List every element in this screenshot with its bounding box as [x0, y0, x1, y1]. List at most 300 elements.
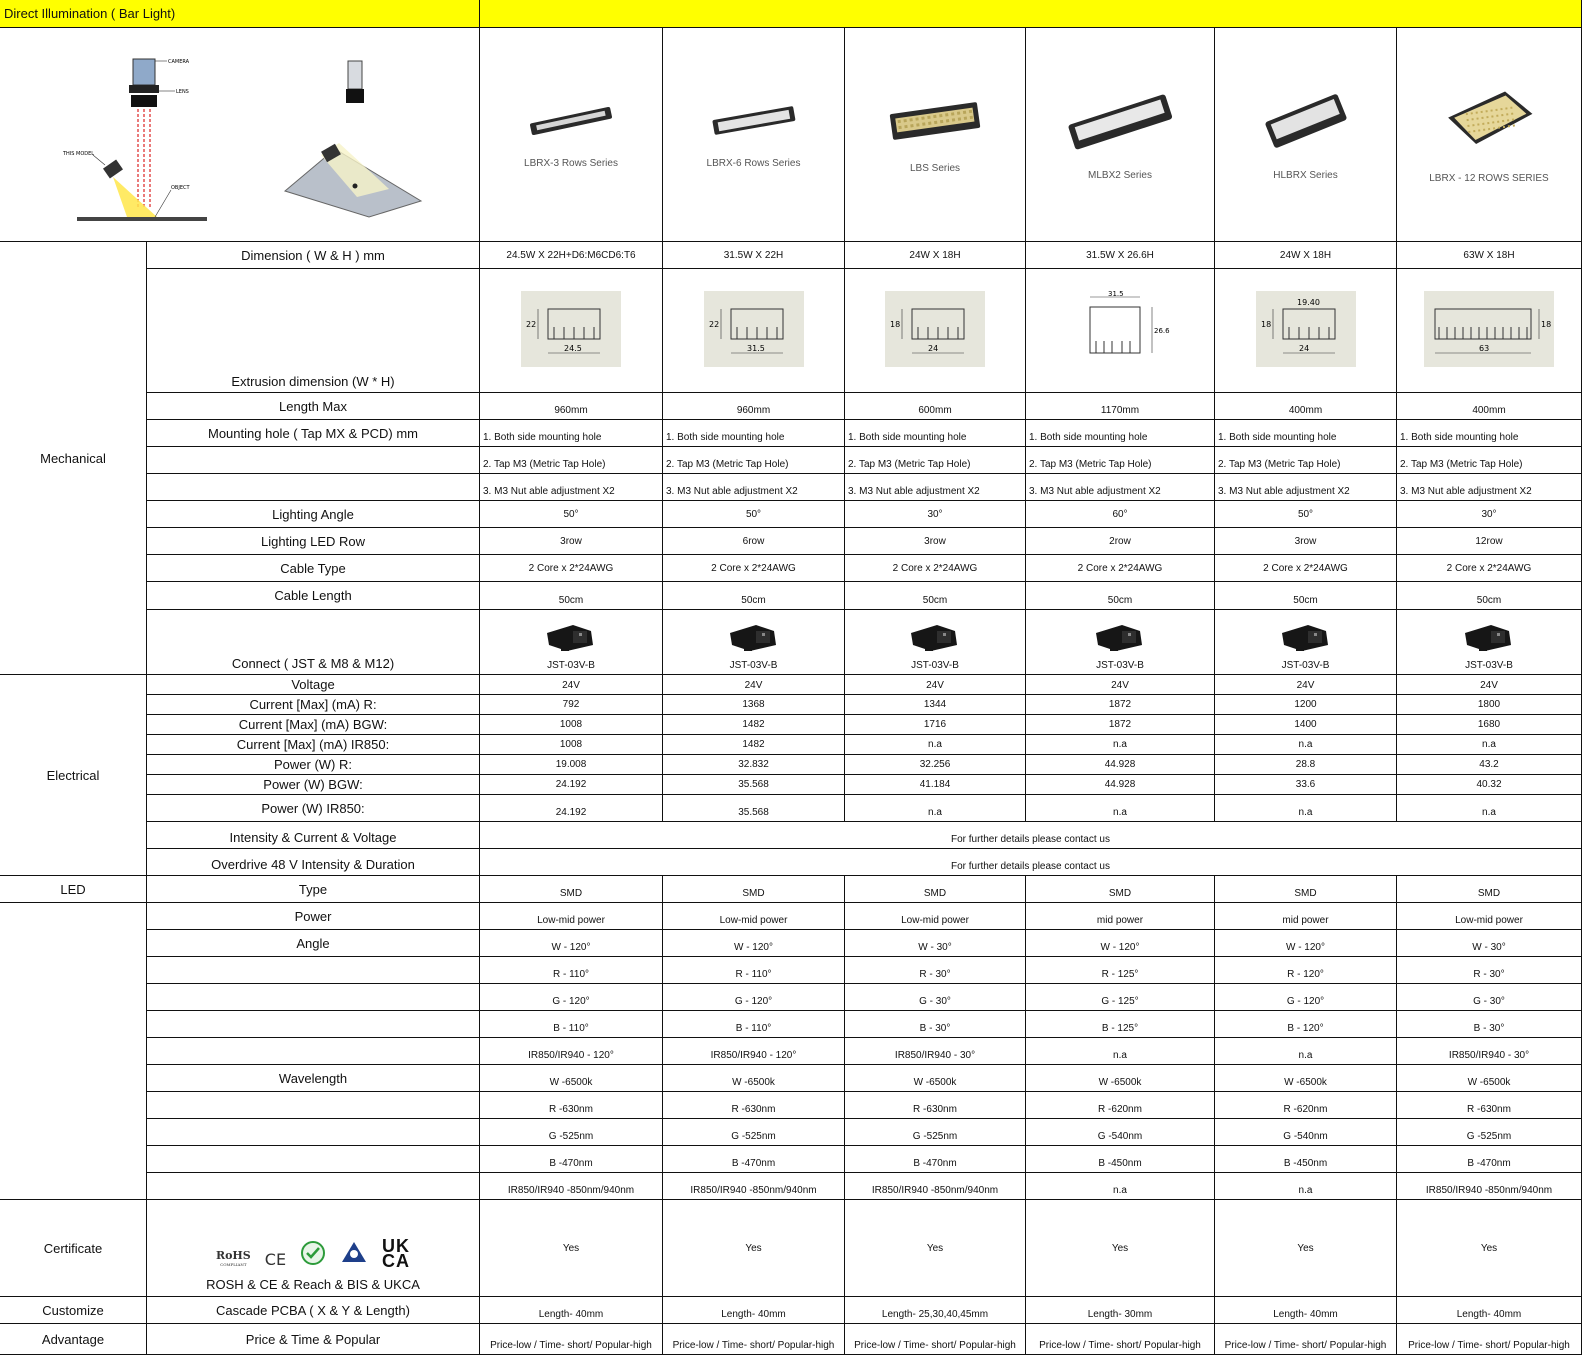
value-cur_r: 1344: [845, 695, 1026, 715]
label-angle: Angle: [147, 930, 480, 957]
value-mount3: 3. M3 Nut able adjustment X2: [1397, 474, 1582, 501]
group-electrical: Electrical: [0, 675, 147, 876]
value-type: SMD: [1397, 876, 1582, 903]
label-blank: [147, 1146, 480, 1173]
value-angle_ir: IR850/IR940 - 120°: [480, 1038, 663, 1065]
label-pow_r: Power (W) R:: [147, 755, 480, 775]
product-name: LBRX-3 Rows Series: [524, 157, 618, 169]
value-pow_ir: 24.192: [480, 795, 663, 822]
value-pow_r: 32.832: [663, 755, 845, 775]
value-angle_r: R - 110°: [480, 957, 663, 984]
value-pow_ir: 35.568: [663, 795, 845, 822]
label-overdrive: Overdrive 48 V Intensity & Duration: [147, 849, 480, 876]
value-wl_b: B -470nm: [480, 1146, 663, 1173]
label-led_row: Lighting LED Row: [147, 528, 480, 555]
value-mount1: 1. Both side mounting hole: [1026, 420, 1215, 447]
value-mount3: 3. M3 Nut able adjustment X2: [663, 474, 845, 501]
value-power: Low-mid power: [663, 903, 845, 930]
label-blank: [147, 1119, 480, 1146]
label-cur_ir: Current [Max] (mA) IR850:: [147, 735, 480, 755]
product-photo-icon: [1065, 89, 1175, 170]
label-blank: [147, 984, 480, 1011]
value-mount3: 3. M3 Nut able adjustment X2: [480, 474, 663, 501]
value-cable_length: 50cm: [480, 582, 663, 610]
value-cur_ir: n.a: [1397, 735, 1582, 755]
extrusion-cell: [480, 269, 663, 393]
value-cert: Yes: [480, 1200, 663, 1297]
value-lighting_angle: 60°: [1026, 501, 1215, 528]
product-name: LBS Series: [909, 162, 961, 174]
value-wl_ir: IR850/IR940 -850nm/940nm: [663, 1173, 845, 1200]
value-pow_ir: n.a: [845, 795, 1026, 822]
connector-cell: [845, 610, 1026, 675]
jst-connector-icon: [726, 621, 782, 660]
value-mount1: 1. Both side mounting hole: [1397, 420, 1582, 447]
value-cable_type: 2 Core x 2*24AWG: [1026, 555, 1215, 582]
value-angle_w: W - 30°: [845, 930, 1026, 957]
extrusion-height: 22: [526, 320, 537, 329]
value-angle_w: W - 120°: [1215, 930, 1397, 957]
value-power: Low-mid power: [480, 903, 663, 930]
extrusion-height: 18: [1541, 320, 1552, 329]
value-type: SMD: [663, 876, 845, 903]
value-type: SMD: [480, 876, 663, 903]
value-mount1: 1. Both side mounting hole: [663, 420, 845, 447]
product-photo-icon: [1261, 89, 1351, 170]
label-pow_ir: Power (W) IR850:: [147, 795, 480, 822]
label-cascade: Cascade PCBA ( X & Y & Length): [147, 1297, 480, 1324]
label-type: Type: [147, 876, 480, 903]
value-wl_g: G -525nm: [663, 1119, 845, 1146]
extrusion-width: 31.5: [1108, 290, 1124, 298]
value-angle_w: W - 120°: [663, 930, 845, 957]
value-cur_bgw: 1400: [1215, 715, 1397, 735]
value-mount2: 2. Tap M3 (Metric Tap Hole): [1215, 447, 1397, 474]
value-cable_length: 50cm: [1397, 582, 1582, 610]
extrusion-drawing-icon: [1421, 289, 1557, 372]
value-wl_b: B -470nm: [845, 1146, 1026, 1173]
label-blank: [147, 447, 480, 474]
extrusion-drawing-icon: [518, 289, 624, 372]
value-angle_r: R - 30°: [1397, 957, 1582, 984]
rohs-logo-icon: RoHS COMPLIANT: [215, 1249, 251, 1267]
value-cert: Yes: [845, 1200, 1026, 1297]
value-angle_g: G - 120°: [1215, 984, 1397, 1011]
label-dimension: Dimension ( W & H ) mm: [147, 242, 480, 269]
value-cur_ir: 1008: [480, 735, 663, 755]
camera-label: CAMERA: [167, 58, 189, 65]
label-voltage: Voltage: [147, 675, 480, 695]
value-angle_b: B - 30°: [845, 1011, 1026, 1038]
group-advantage: Advantage: [0, 1324, 147, 1355]
value-cur_r: 792: [480, 695, 663, 715]
value-customize: Length- 40mm: [480, 1297, 663, 1324]
group-customize: Customize: [0, 1297, 147, 1324]
value-dimension: 24W X 18H: [1215, 242, 1397, 269]
value-cur_r: 1800: [1397, 695, 1582, 715]
value-cur_bgw: 1680: [1397, 715, 1582, 735]
value-cable_length: 50cm: [663, 582, 845, 610]
value-type: SMD: [1026, 876, 1215, 903]
value-dimension: 31.5W X 26.6H: [1026, 242, 1215, 269]
label-wavelength: Wavelength: [147, 1065, 480, 1092]
jst-connector-icon: [1278, 621, 1334, 660]
value-pow_bgw: 33.6: [1215, 775, 1397, 795]
value-angle_b: B - 110°: [663, 1011, 845, 1038]
value-dimension: 31.5W X 22H: [663, 242, 845, 269]
extrusion-height: 22: [708, 320, 719, 329]
value-customize: Length- 40mm: [1397, 1297, 1582, 1324]
label-blank: [147, 957, 480, 984]
title-fill: [480, 0, 1582, 28]
extrusion-drawing-icon: [701, 289, 807, 372]
label-lighting_angle: Lighting Angle: [147, 501, 480, 528]
value-power: Low-mid power: [1397, 903, 1582, 930]
value-cur_r: 1200: [1215, 695, 1397, 715]
value-angle_r: R - 110°: [663, 957, 845, 984]
label-cable_type: Cable Type: [147, 555, 480, 582]
value-pow_r: 28.8: [1215, 755, 1397, 775]
label-extrusion: Extrusion dimension (W * H): [147, 269, 480, 393]
product-photo-icon: [885, 96, 985, 163]
value-cable_length: 50cm: [845, 582, 1026, 610]
label-cert: [147, 1200, 480, 1297]
extrusion-cell: [1215, 269, 1397, 393]
connector-model: JST-03V-B: [1281, 660, 1330, 671]
value-angle_ir: IR850/IR940 - 120°: [663, 1038, 845, 1065]
value-mount1: 1. Both side mounting hole: [845, 420, 1026, 447]
label-intensity: Intensity & Current & Voltage: [147, 822, 480, 849]
value-voltage: 24V: [480, 675, 663, 695]
extrusion-cell: [1026, 269, 1215, 393]
value-power: mid power: [1215, 903, 1397, 930]
value-cable_type: 2 Core x 2*24AWG: [1215, 555, 1397, 582]
value-led_row: 2row: [1026, 528, 1215, 555]
value-led_row: 3row: [480, 528, 663, 555]
value-wl_g: G -540nm: [1026, 1119, 1215, 1146]
jst-connector-icon: [543, 621, 599, 660]
value-angle_g: G - 120°: [663, 984, 845, 1011]
value-cur_bgw: 1008: [480, 715, 663, 735]
value-mount1: 1. Both side mounting hole: [1215, 420, 1397, 447]
value-wl_w: W -6500k: [845, 1065, 1026, 1092]
value-pow_r: 44.928: [1026, 755, 1215, 775]
value-wl_w: W -6500k: [1215, 1065, 1397, 1092]
extrusion-drawing-icon: [882, 289, 988, 372]
value-angle_r: R - 30°: [845, 957, 1026, 984]
value-wl_r: R -620nm: [1026, 1092, 1215, 1119]
group-mechanical: Mechanical: [0, 242, 147, 675]
value-wl_g: G -540nm: [1215, 1119, 1397, 1146]
value-power: Low-mid power: [845, 903, 1026, 930]
extrusion-height: 18: [1260, 320, 1271, 329]
extrusion-drawing-icon: [1060, 289, 1180, 372]
value-led_row: 6row: [663, 528, 845, 555]
value-angle_ir: n.a: [1215, 1038, 1397, 1065]
value-pow_bgw: 40.32: [1397, 775, 1582, 795]
product-header: [1397, 28, 1582, 242]
extrusion-height: 18: [890, 320, 901, 329]
label-blank: [147, 1011, 480, 1038]
value-mount1: 1. Both side mounting hole: [480, 420, 663, 447]
camera-diagram-icon: [62, 59, 207, 221]
value-mount3: 3. M3 Nut able adjustment X2: [1215, 474, 1397, 501]
extrusion-drawing-icon: [1253, 289, 1359, 372]
value-pow_r: 32.256: [845, 755, 1026, 775]
value-type: SMD: [1215, 876, 1397, 903]
value-lighting_angle: 30°: [845, 501, 1026, 528]
value-mount2: 2. Tap M3 (Metric Tap Hole): [663, 447, 845, 474]
value-cur_r: 1872: [1026, 695, 1215, 715]
product-header: [1026, 28, 1215, 242]
value-angle_g: G - 120°: [480, 984, 663, 1011]
value-angle_b: B - 125°: [1026, 1011, 1215, 1038]
value-wl_g: G -525nm: [1397, 1119, 1582, 1146]
value-voltage: 24V: [1026, 675, 1215, 695]
value-led_row: 3row: [1215, 528, 1397, 555]
value-mount3: 3. M3 Nut able adjustment X2: [1026, 474, 1215, 501]
value-cur_ir: 1482: [663, 735, 845, 755]
value-lighting_angle: 50°: [480, 501, 663, 528]
value-wl_r: R -630nm: [845, 1092, 1026, 1119]
value-wl_g: G -525nm: [845, 1119, 1026, 1146]
value-angle_r: R - 125°: [1026, 957, 1215, 984]
value-cable_type: 2 Core x 2*24AWG: [663, 555, 845, 582]
value-customize: Length- 30mm: [1026, 1297, 1215, 1324]
extrusion-width: 24: [928, 344, 939, 353]
value-cable_type: 2 Core x 2*24AWG: [480, 555, 663, 582]
reach-logo-icon: [300, 1240, 326, 1269]
value-pow_ir: n.a: [1397, 795, 1582, 822]
value-cur_ir: n.a: [1026, 735, 1215, 755]
label-blank: [147, 1038, 480, 1065]
ukca-logo-icon: UK CA: [382, 1236, 411, 1271]
value-lighting_angle: 30°: [1397, 501, 1582, 528]
perspective-diagram-icon: [285, 61, 421, 217]
value-cur_bgw: 1872: [1026, 715, 1215, 735]
value-mount2: 2. Tap M3 (Metric Tap Hole): [480, 447, 663, 474]
group-led-blank: [0, 903, 147, 1200]
value-angle_w: W - 120°: [1026, 930, 1215, 957]
value-wl_ir: IR850/IR940 -850nm/940nm: [845, 1173, 1026, 1200]
extrusion-cell: [663, 269, 845, 393]
value-voltage: 24V: [1397, 675, 1582, 695]
product-name: MLBX2 Series: [1088, 169, 1152, 181]
connector-model: JST-03V-B: [547, 660, 595, 671]
connector-cell: [1026, 610, 1215, 675]
value-wl_r: R -630nm: [1397, 1092, 1582, 1119]
value-pow_r: 43.2: [1397, 755, 1582, 775]
product-header: [1215, 28, 1397, 242]
group-led: LED: [0, 876, 147, 903]
value-length_max: 600mm: [845, 393, 1026, 420]
product-photo-icon: [526, 101, 616, 158]
value-dimension: 24.5W X 22H+D6:M6CD6:T6: [480, 242, 663, 269]
product-photo-icon: [1439, 86, 1539, 173]
product-photo-icon: [709, 101, 799, 158]
jst-connector-icon: [1461, 621, 1517, 660]
value-pow_bgw: 35.568: [663, 775, 845, 795]
label-mounting: Mounting hole ( Tap MX & PCD) mm: [147, 420, 480, 447]
value-angle_b: B - 120°: [1215, 1011, 1397, 1038]
value-voltage: 24V: [1215, 675, 1397, 695]
value-voltage: 24V: [663, 675, 845, 695]
product-name: LBRX - 12 ROWS SERIES: [1429, 172, 1549, 184]
value-cert: Yes: [1215, 1200, 1397, 1297]
sheet-title: Direct Illumination ( Bar Light): [0, 0, 480, 28]
connector-cell: [1215, 610, 1397, 675]
value-cur_ir: n.a: [1215, 735, 1397, 755]
lens-label: LENS: [175, 88, 189, 95]
extrusion-top: 19.40: [1296, 298, 1320, 307]
value-advantage: Price-low / Time- short/ Popular-high: [845, 1324, 1026, 1355]
label-cur_r: Current [Max] (mA) R:: [147, 695, 480, 715]
value-mount2: 2. Tap M3 (Metric Tap Hole): [1026, 447, 1215, 474]
label-pow_bgw: Power (W) BGW:: [147, 775, 480, 795]
connector-cell: [1397, 610, 1582, 675]
label-cur_bgw: Current [Max] (mA) BGW:: [147, 715, 480, 735]
product-name: LBRX-6 Rows Series: [706, 157, 801, 169]
label-cable_length: Cable Length: [147, 582, 480, 610]
value-dimension: 24W X 18H: [845, 242, 1026, 269]
jst-connector-icon: [907, 621, 963, 660]
label-price: Price & Time & Popular: [147, 1324, 480, 1355]
extrusion-height: 26.6: [1154, 327, 1170, 335]
extrusion-width: 24: [1298, 344, 1309, 353]
extrusion-cell: [845, 269, 1026, 393]
product-header: [845, 28, 1026, 242]
cert-logos: [215, 1236, 411, 1271]
value-advantage: Price-low / Time- short/ Popular-high: [663, 1324, 845, 1355]
setup-diagram: [5, 29, 475, 241]
label-blank: [147, 1173, 480, 1200]
jst-connector-icon: [1092, 621, 1148, 660]
connector-cell: [480, 610, 663, 675]
value-mount3: 3. M3 Nut able adjustment X2: [845, 474, 1026, 501]
object-label: OBJECT: [170, 184, 190, 191]
connector-model: JST-03V-B: [729, 660, 778, 671]
diagram-cell: [0, 28, 480, 242]
value-pow_ir: n.a: [1026, 795, 1215, 822]
value-cert: Yes: [1397, 1200, 1582, 1297]
product-name: HLBRX Series: [1273, 169, 1338, 181]
value-angle_ir: IR850/IR940 - 30°: [845, 1038, 1026, 1065]
contact-note: For further details please contact us: [480, 822, 1582, 849]
value-angle_ir: IR850/IR940 - 30°: [1397, 1038, 1582, 1065]
value-pow_ir: n.a: [1215, 795, 1397, 822]
label-blank: [147, 1092, 480, 1119]
value-mount2: 2. Tap M3 (Metric Tap Hole): [1397, 447, 1582, 474]
product-header: [663, 28, 845, 242]
label-length_max: Length Max: [147, 393, 480, 420]
value-length_max: 1170mm: [1026, 393, 1215, 420]
value-wl_w: W -6500k: [480, 1065, 663, 1092]
extrusion-width: 24.5: [564, 344, 582, 353]
extrusion-width: 63: [1479, 344, 1490, 353]
value-cert: Yes: [1026, 1200, 1215, 1297]
value-lighting_angle: 50°: [663, 501, 845, 528]
value-wl_b: B -470nm: [663, 1146, 845, 1173]
value-wl_ir: IR850/IR940 -850nm/940nm: [480, 1173, 663, 1200]
connector-model: JST-03V-B: [1096, 660, 1144, 671]
bis-logo-icon: [340, 1240, 368, 1269]
value-wl_ir: n.a: [1215, 1173, 1397, 1200]
value-pow_bgw: 41.184: [845, 775, 1026, 795]
value-length_max: 400mm: [1215, 393, 1397, 420]
value-wl_w: W -6500k: [1026, 1065, 1215, 1092]
extrusion-cell: [1397, 269, 1582, 393]
value-angle_b: B - 30°: [1397, 1011, 1582, 1038]
label-connect: Connect ( JST & M8 & M12): [147, 610, 480, 675]
value-pow_bgw: 24.192: [480, 775, 663, 795]
value-angle_r: R - 120°: [1215, 957, 1397, 984]
value-mount2: 2. Tap M3 (Metric Tap Hole): [845, 447, 1026, 474]
value-wl_b: B -450nm: [1215, 1146, 1397, 1173]
value-cur_r: 1368: [663, 695, 845, 715]
value-angle_g: G - 30°: [1397, 984, 1582, 1011]
value-length_max: 960mm: [480, 393, 663, 420]
value-angle_b: B - 110°: [480, 1011, 663, 1038]
value-led_row: 12row: [1397, 528, 1582, 555]
value-advantage: Price-low / Time- short/ Popular-high: [1026, 1324, 1215, 1355]
value-lighting_angle: 50°: [1215, 501, 1397, 528]
value-angle_w: W - 30°: [1397, 930, 1582, 957]
value-customize: Length- 40mm: [663, 1297, 845, 1324]
product-header: [480, 28, 663, 242]
value-cable_type: 2 Core x 2*24AWG: [1397, 555, 1582, 582]
connector-model: JST-03V-B: [911, 660, 959, 671]
value-advantage: Price-low / Time- short/ Popular-high: [480, 1324, 663, 1355]
connector-cell: [663, 610, 845, 675]
ce-logo-icon: CE: [264, 1250, 287, 1269]
label-blank: [147, 474, 480, 501]
value-led_row: 3row: [845, 528, 1026, 555]
label-power: Power: [147, 903, 480, 930]
value-cable_type: 2 Core x 2*24AWG: [845, 555, 1026, 582]
value-cur_ir: n.a: [845, 735, 1026, 755]
value-wl_g: G -525nm: [480, 1119, 663, 1146]
value-angle_g: G - 30°: [845, 984, 1026, 1011]
connector-model: JST-03V-B: [1465, 660, 1513, 671]
value-pow_r: 19.008: [480, 755, 663, 775]
value-customize: Length- 25,30,40,45mm: [845, 1297, 1026, 1324]
cert-label: ROSH & CE & Reach & BIS & UKCA: [206, 1277, 420, 1292]
value-advantage: Price-low / Time- short/ Popular-high: [1215, 1324, 1397, 1355]
value-wl_r: R -630nm: [480, 1092, 663, 1119]
value-angle_ir: n.a: [1026, 1038, 1215, 1065]
value-cert: Yes: [663, 1200, 845, 1297]
value-wl_b: B -470nm: [1397, 1146, 1582, 1173]
value-wl_b: B -450nm: [1026, 1146, 1215, 1173]
value-power: mid power: [1026, 903, 1215, 930]
extrusion-width: 31.5: [746, 344, 765, 353]
value-angle_w: W - 120°: [480, 930, 663, 957]
contact-note: For further details please contact us: [480, 849, 1582, 876]
value-dimension: 63W X 18H: [1397, 242, 1582, 269]
model-label: THIS MODEL: [62, 150, 94, 157]
value-cur_bgw: 1482: [663, 715, 845, 735]
value-cable_length: 50cm: [1215, 582, 1397, 610]
value-length_max: 960mm: [663, 393, 845, 420]
value-cur_bgw: 1716: [845, 715, 1026, 735]
value-cable_length: 50cm: [1026, 582, 1215, 610]
value-voltage: 24V: [845, 675, 1026, 695]
value-pow_bgw: 44.928: [1026, 775, 1215, 795]
value-customize: Length- 40mm: [1215, 1297, 1397, 1324]
value-wl_w: W -6500k: [663, 1065, 845, 1092]
value-length_max: 400mm: [1397, 393, 1582, 420]
value-wl_ir: IR850/IR940 -850nm/940nm: [1397, 1173, 1582, 1200]
